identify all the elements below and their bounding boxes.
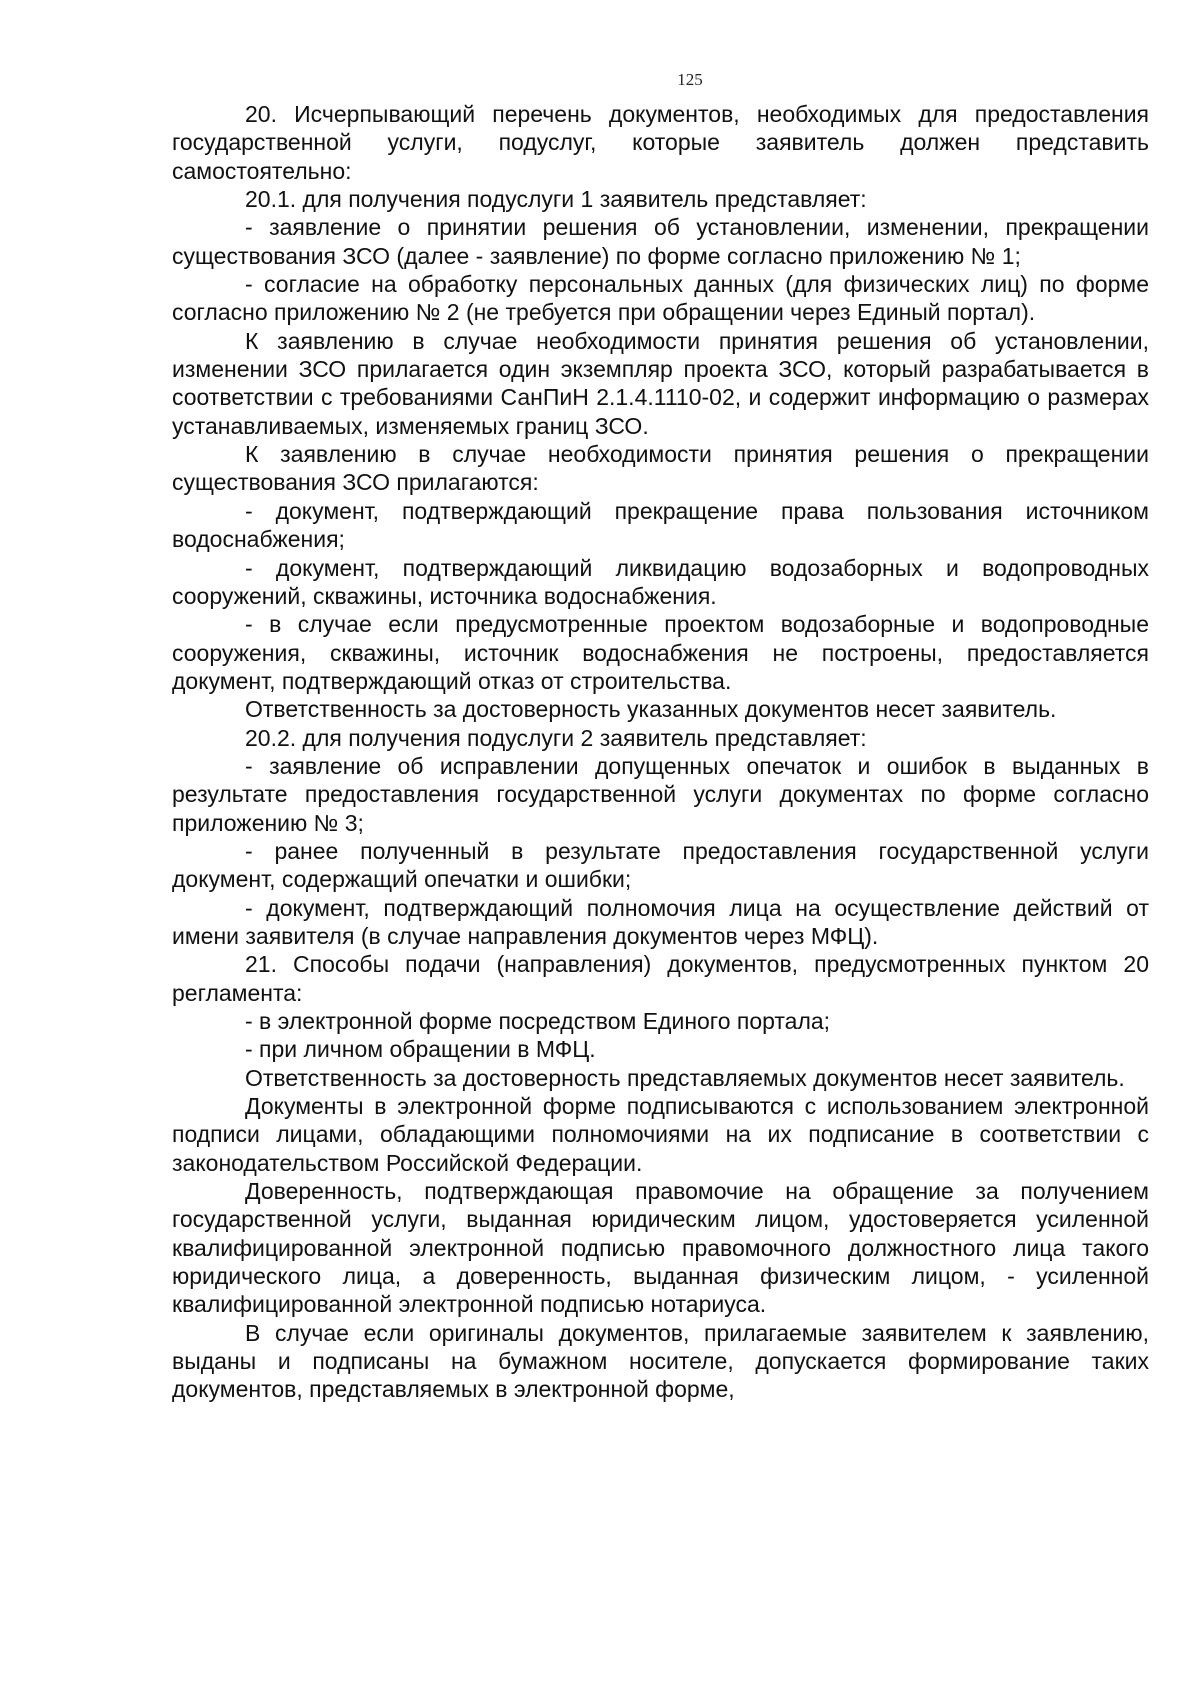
paragraph: К заявлению в случае необходимости принятия решения об установлении, изменении ЗСО прилагается один экземпляр проекта ЗСО, который разрабатывается в соответствии с требованиями СанПиН 2.1.4.1110-02, и содержит информацию о размерах устанавливаемых, изменяемых границ ЗСО. [172, 327, 1149, 439]
paragraph: Документы в электронной форме подписываются с использованием электронной подписи лицами, обладающими полномочиями на их подписание в соответствии с законодательством Российской Федерации. [172, 1093, 1149, 1176]
paragraph: В случае если оригиналы документов, прилагаемые заявителем к заявлению, выданы и подписаны на бумажном носителе, допускается формирование таких документов, представляемых в электронной форме, [172, 1319, 1149, 1403]
paragraph: - в случае если предусмотренные проектом водозаборные и водопроводные сооружения, скважины, источник водоснабжения не построены, предоставляется документ, подтверждающий отказ от строительства. [172, 611, 1149, 694]
paragraph: - заявление о принятии решения об установлении, изменении, прекращении существования ЗСО (далее - заявление) по форме согласно приложению № 1; [172, 214, 1149, 269]
paragraph: - документ, подтверждающий прекращение права пользования источником водоснабжения; [172, 497, 1149, 553]
paragraph: - в электронной форме посредством Единого портала; [245, 1008, 831, 1034]
page-number: 125 [677, 70, 703, 89]
paragraph: Ответственность за достоверность представляемых документов несет заявитель. [245, 1064, 1125, 1091]
paragraph: - ранее полученный в результате предоставления государственной услуги документ, содержащий опечатки и ошибки; [172, 837, 1149, 893]
paragraph: Ответственность за достоверность указанных документов несет заявитель. [245, 696, 1057, 723]
paragraph: Доверенность, подтверждающая правомочие на обращение за получением государственной услуги, выданная юридическим лицом, удостоверяется усиленной квалифицированной электронной подписью правомочного должностного лица такого юридического лица, а доверенность, выданная физическим лицом, - усиленной квалифицированной электронной подписью нотариуса. [172, 1178, 1149, 1318]
paragraph: - при личном обращении в МФЦ. [245, 1036, 596, 1063]
paragraph: 21. Способы подачи (направления) документов, предусмотренных пунктом 20 регламента: [172, 951, 1149, 1006]
paragraph: 20.1. для получения подуслуги 1 заявитель представляет: [245, 186, 867, 213]
paragraph: - документ, подтверждающий ликвидацию водозаборных и водопроводных сооружений, скважины, источника водоснабжения. [172, 554, 1149, 609]
document-body [172, 100, 1149, 1404]
paragraph: - документ, подтверждающий полномочия лица на осуществление действий от имени заявителя (в случае направления документов через МФЦ). [172, 894, 1149, 949]
paragraph: - согласие на обработку персональных данных (для физических лиц) по форме согласно приложению № 2 (не требуется при обращении через Единый портал). [172, 271, 1149, 326]
paragraph: - заявление об исправлении допущенных опечаток и ошибок в выданных в результате предоставления государственной услуги документах по форме согласно приложению № 3; [172, 752, 1149, 836]
paragraph: К заявлению в случае необходимости принятия решения о прекращении существования ЗСО прилагаются: [172, 441, 1149, 496]
paragraph: 20. Исчерпывающий перечень документов, необходимых для предоставления государственной услуги, подуслуг, которые заявитель должен представить самостоятельно: [172, 101, 1149, 184]
paragraph: 20.2. для получения подуслуги 2 заявитель представляет: [245, 724, 867, 751]
